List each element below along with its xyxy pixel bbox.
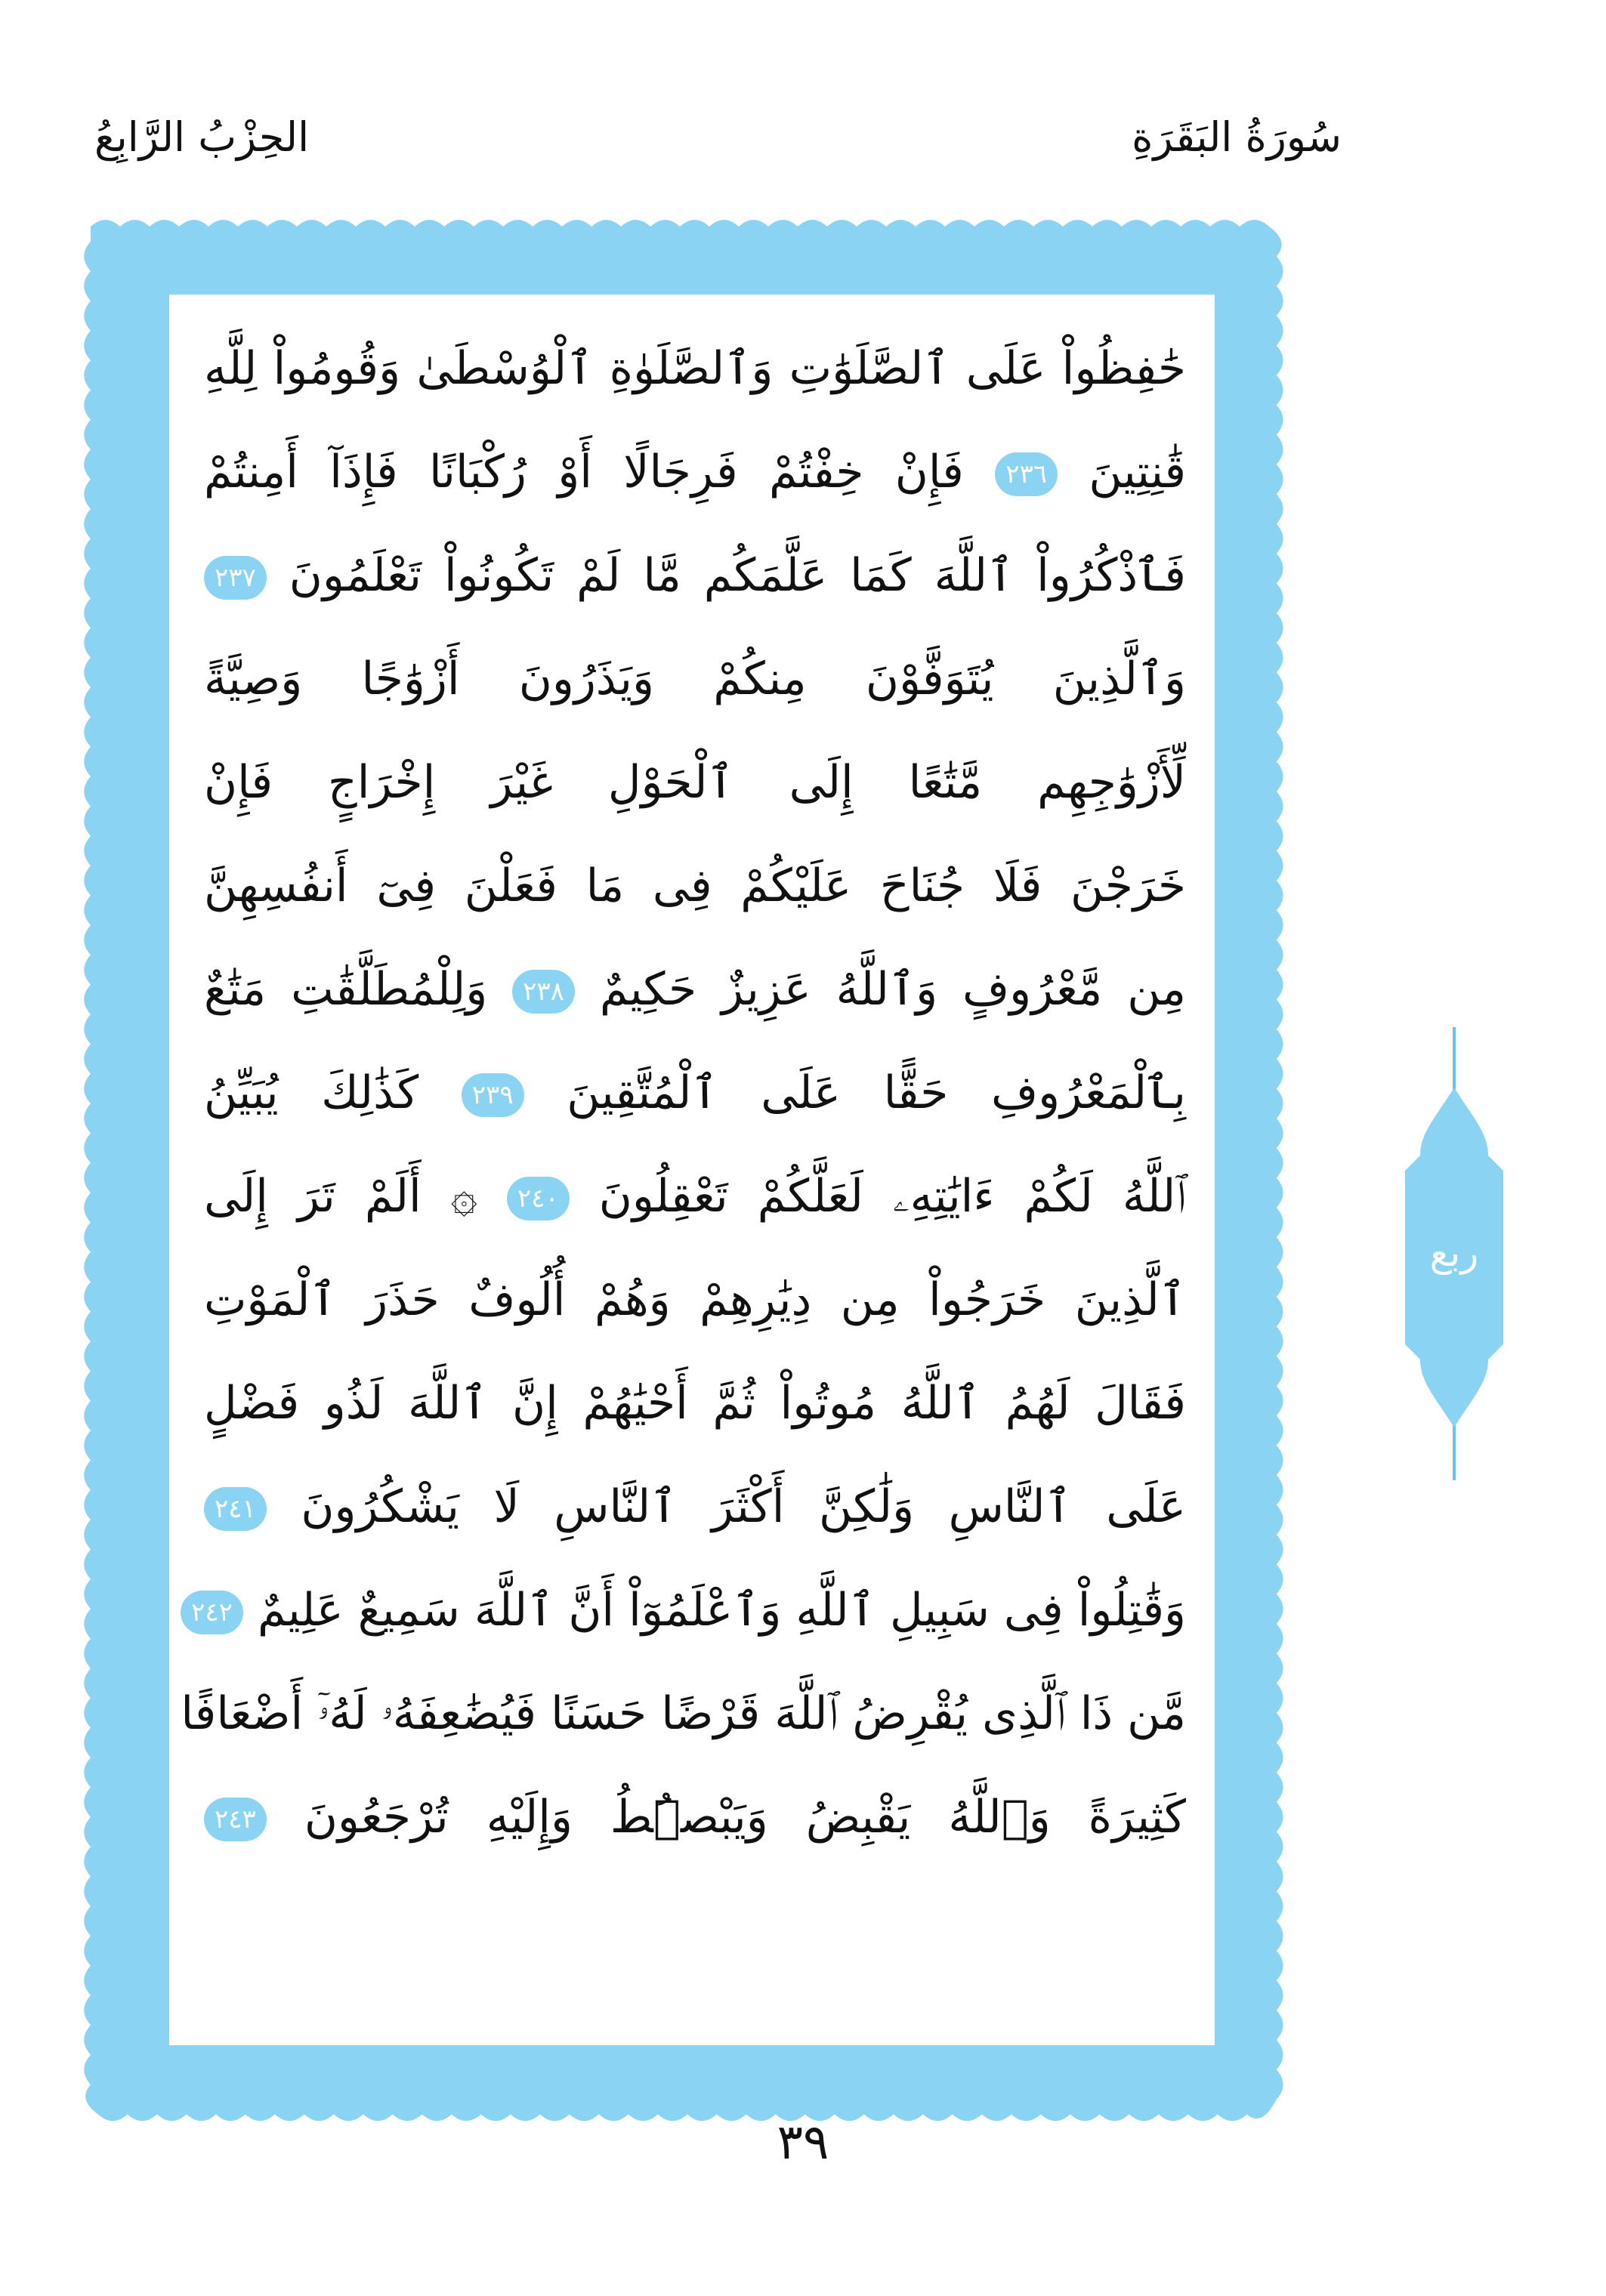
verse-text: ٱللَّهُ لَكُمْ ءَايَٰتِهِۦ لَعَلَّكُمْ تَعْقِلُونَ [598, 1170, 1186, 1223]
ayah-number-badge: ٢٤٣ [204, 1798, 267, 1841]
verse-line [204, 1042, 1186, 1145]
verse-text: حَٰفِظُواْ عَلَى ٱلصَّلَوَٰتِ وَٱلصَّلَوٰةِ ٱلْوُسْطَىٰ وَقُومُواْ لِلَّهِ [204, 342, 1186, 395]
ayah-number-badge: ٢٣٦ [995, 452, 1058, 496]
verse-text: مِن مَّعْرُوفٍ وَٱللَّهُ عَزِيزٌ حَكِيمٌ [599, 963, 1187, 1016]
verse-line [204, 731, 1186, 835]
page-number: ٣٩ [777, 2115, 829, 2171]
verse-text: عَلَى ٱلنَّاسِ وَلَٰكِنَّ أَكْثَرَ ٱلنَّاسِ لَا يَشْكُرُونَ [301, 1480, 1186, 1533]
verse-text: ۞ أَلَمْ تَرَ إِلَى [204, 1170, 477, 1223]
verse-line [204, 317, 1186, 421]
verse-line [181, 1662, 1186, 1766]
verse-text: كَثِيرَةً وَٱللَّهُ يَقْبِضُ وَيَبْصُۜطُ وَإِلَيْهِ تُرْجَعُونَ [304, 1791, 1186, 1844]
verse-text: فَٱذْكُرُواْ ٱللَّهَ كَمَا عَلَّمَكُم مَّا لَمْ تَكُونُواْ تَعْلَمُونَ [289, 549, 1186, 602]
verse-text: مَّن ذَا ٱلَّذِى يُقْرِضُ ٱللَّهَ قَرْضًا حَسَنًا فَيُضَٰعِفَهُۥ لَهُۥٓ أَضْعَافًا [181, 1687, 1186, 1740]
verse-line [191, 1559, 1186, 1662]
verse-text: وَلِلْمُطَلَّقَٰتِ مَتَٰعٌ [204, 963, 488, 1016]
hizb-title: الحِزْبُ الرَّابِعُ [94, 113, 310, 161]
verse-line [204, 1145, 1186, 1248]
verse-line [204, 524, 1186, 628]
verse-text: فَقَالَ لَهُمُ ٱللَّهُ مُوتُواْ ثُمَّ أَحْيَٰهُمْ إِنَّ ٱللَّهَ لَذُو فَضْلٍ [204, 1377, 1186, 1430]
ayah-number-badge: ٢٣٩ [462, 1073, 524, 1117]
verse-text: كَذَٰلِكَ يُبَيِّنُ [204, 1066, 419, 1119]
verse-text: خَرَجْنَ فَلَا جُنَاحَ عَلَيْكُمْ فِى مَا فَعَلْنَ فِىٓ أَنفُسِهِنَّ [204, 859, 1186, 912]
verse-line [204, 628, 1186, 731]
verse-text: ٱلَّذِينَ خَرَجُواْ مِن دِيَٰرِهِمْ وَهُمْ أُلُوفٌ حَذَرَ ٱلْمَوْتِ [204, 1273, 1186, 1326]
verse-text: وَقَٰتِلُواْ فِى سَبِيلِ ٱللَّهِ وَٱعْلَمُوٓاْ أَنَّ ٱللَّهَ سَمِيعٌ عَلِيمٌ [257, 1584, 1186, 1637]
rub-marker-label: ربع [1429, 1231, 1479, 1275]
verse-line [204, 835, 1186, 938]
verse-lines [181, 317, 1187, 1869]
verse-text: بِٱلْمَعْرُوفِ حَقًّا عَلَى ٱلْمُتَّقِينَ [567, 1066, 1186, 1119]
verse-line [204, 421, 1186, 524]
verse-text: قَٰنِتِينَ [1089, 446, 1187, 498]
ayah-number-badge: ٢٤٢ [181, 1591, 243, 1634]
ayah-number-badge: ٢٣٨ [512, 970, 575, 1014]
ayah-number-badge: ٢٤١ [204, 1487, 267, 1531]
verse-line [204, 1248, 1186, 1352]
verse-text: وَٱلَّذِينَ يُتَوَفَّوْنَ مِنكُمْ وَيَذَرُونَ أَزْوَٰجًا وَصِيَّةً [204, 653, 1186, 705]
surah-title: سُورَةُ البَقَرَةِ [1132, 113, 1342, 161]
verse-line [204, 938, 1186, 1042]
verse-text: لِّأَزْوَٰجِهِم مَّتَٰعًا إِلَى ٱلْحَوْلِ غَيْرَ إِخْرَاجٍ فَإِنْ [204, 756, 1186, 809]
ayah-number-badge: ٢٣٧ [204, 556, 267, 600]
verse-line [204, 1455, 1186, 1559]
verse-text: فَإِنْ خِفْتُمْ فَرِجَالًا أَوْ رُكْبَانًا فَإِذَآ أَمِنتُمْ [204, 446, 964, 498]
verse-line [204, 1766, 1186, 1869]
verse-line [204, 1352, 1186, 1455]
ayah-number-badge: ٢٤٠ [507, 1177, 570, 1221]
